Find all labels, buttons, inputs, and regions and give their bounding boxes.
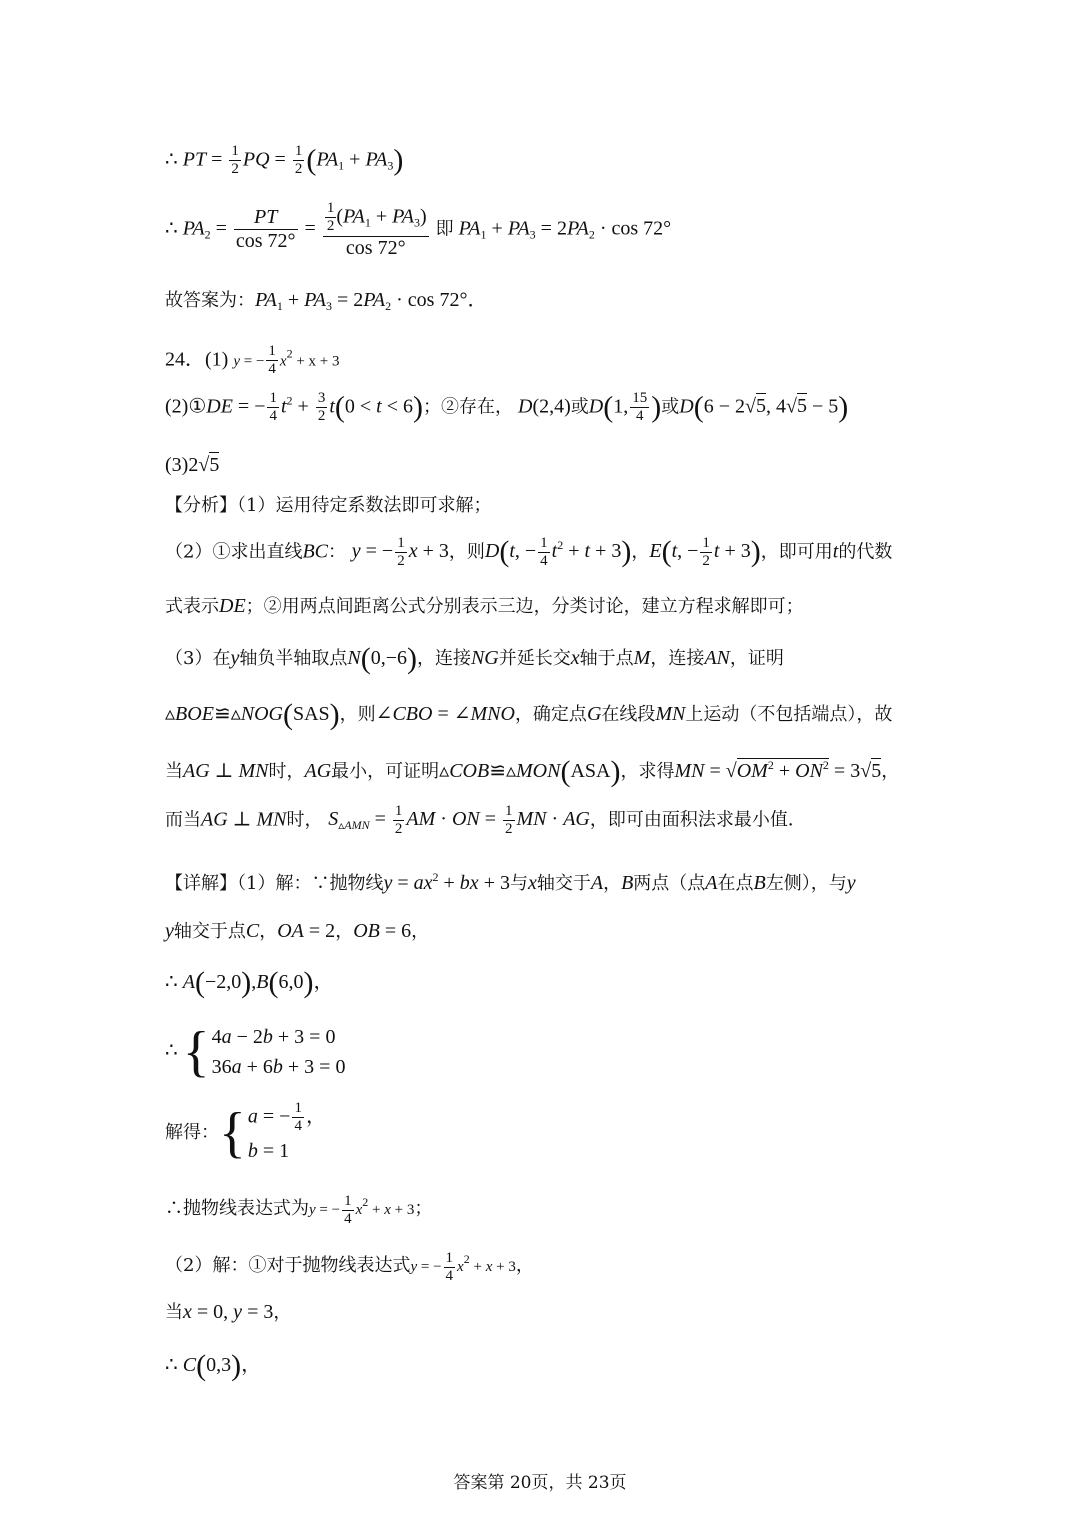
line-answer: 故答案为：$PA_1 + PA_3 = 2PA_2 \cdot \cos 72^\circ$．: [165, 289, 488, 313]
detail-parabola: ∴抛物线表达式为y = − $\frac{1}{4}$ $x^2 + x + 3$；: [165, 1193, 433, 1228]
analysis-2-line2: 式表示DE；②用两点间距离公式分别表示三边，分类讨论，建立方程求解即可；: [165, 595, 804, 617]
analysis-3-line4: 而当AG ⊥ MN时， $S_{▵AMN}$ = $\frac{1}{2}$ AM · ON = $\frac{1}{2}$ MN · AG，即可由面积法求最小值．: [165, 803, 806, 838]
analysis-head: 【分析】（1）运用待定系数法即可求解；: [165, 495, 492, 516]
line-pa2: ∴ $PA_2$ = $\frac{PT}{\cos 72^\circ}$ = $\frac{1}{2}$ $(PA_1 + PA_3)$ cos 72° 即 $PA_1 + PA_3 = 2PA_2 \cdot \cos 72^\circ$: [165, 200, 672, 259]
detail-solve: 解得：{ a = − $\frac{1}{4}$ ， b = 1: [165, 1100, 326, 1164]
q24-part1: 24．(1) y = − $\frac{1}{4}$ $x^2 + x + 3$: [165, 343, 340, 378]
line-pt: ∴ PT = $\frac{1}{2}$ PQ = $\frac{1}{2}$ $(PA_1 + PA_3)$: [165, 143, 404, 178]
detail-part2: （2）解：①对于抛物线表达式y = − $\frac{1}{4}$ $x^2 + x + 3$，: [165, 1250, 534, 1285]
analysis-2-line1: （2）①求出直线BC： y = − $\frac{1}{2}$ x + 3，则D(t, − $\frac{1}{4}$ $t^2 + t + 3$)，E(t, − $\frac{1}{2}$ t + 3)，即可用t的代数: [165, 535, 893, 570]
detail-line1: 【详解】（1）解：∵抛物线$y = ax^2$ + bx + 3与x轴交于A，B两点（点A在点B左侧），与y: [165, 870, 856, 894]
q24-part3: (3)2√5: [165, 454, 220, 476]
detail-when: 当x = 0, y = 3，: [165, 1301, 292, 1323]
detail-system: ∴ { 4a − 2b + 3 = 0 36a + 6b + 3 = 0: [165, 1021, 346, 1083]
q24-part2: (2)①DE = − $\frac{1}{4}$ $t^2$ + $\frac{3}{2}$ t(0 < t < 6)；②存在， D(2,4)或D(1, $\frac{15}{4}$ )或D(6 − 2√5, 4√5 − 5): [165, 390, 849, 425]
page-footer: 答案第 20页，共 23页: [453, 1473, 627, 1493]
analysis-3-line3: 当AG ⊥ MN时，AG最小，可证明▵COB≌▵MON(ASA)，求得MN = $√OM^2 + ON^2 = 3√5$，: [165, 755, 900, 788]
analysis-3-line1: （3）在y轴负半轴取点N(0,−6)，连接NG并延长交x轴于点M，连接AN，证明: [165, 642, 784, 675]
detail-line2: y轴交于点C，OA = 2，OB = 6，: [165, 920, 430, 942]
detail-point-c: ∴ C(0,3)，: [165, 1349, 262, 1382]
detail-points-ab: ∴ A(−2,0),B(6,0)，: [165, 966, 334, 999]
analysis-3-line2: ▵BOE≌▵NOG(SAS)，则∠CBO = ∠MNO，确定点G在线段MN上运动（不包括端点），故: [165, 698, 893, 731]
